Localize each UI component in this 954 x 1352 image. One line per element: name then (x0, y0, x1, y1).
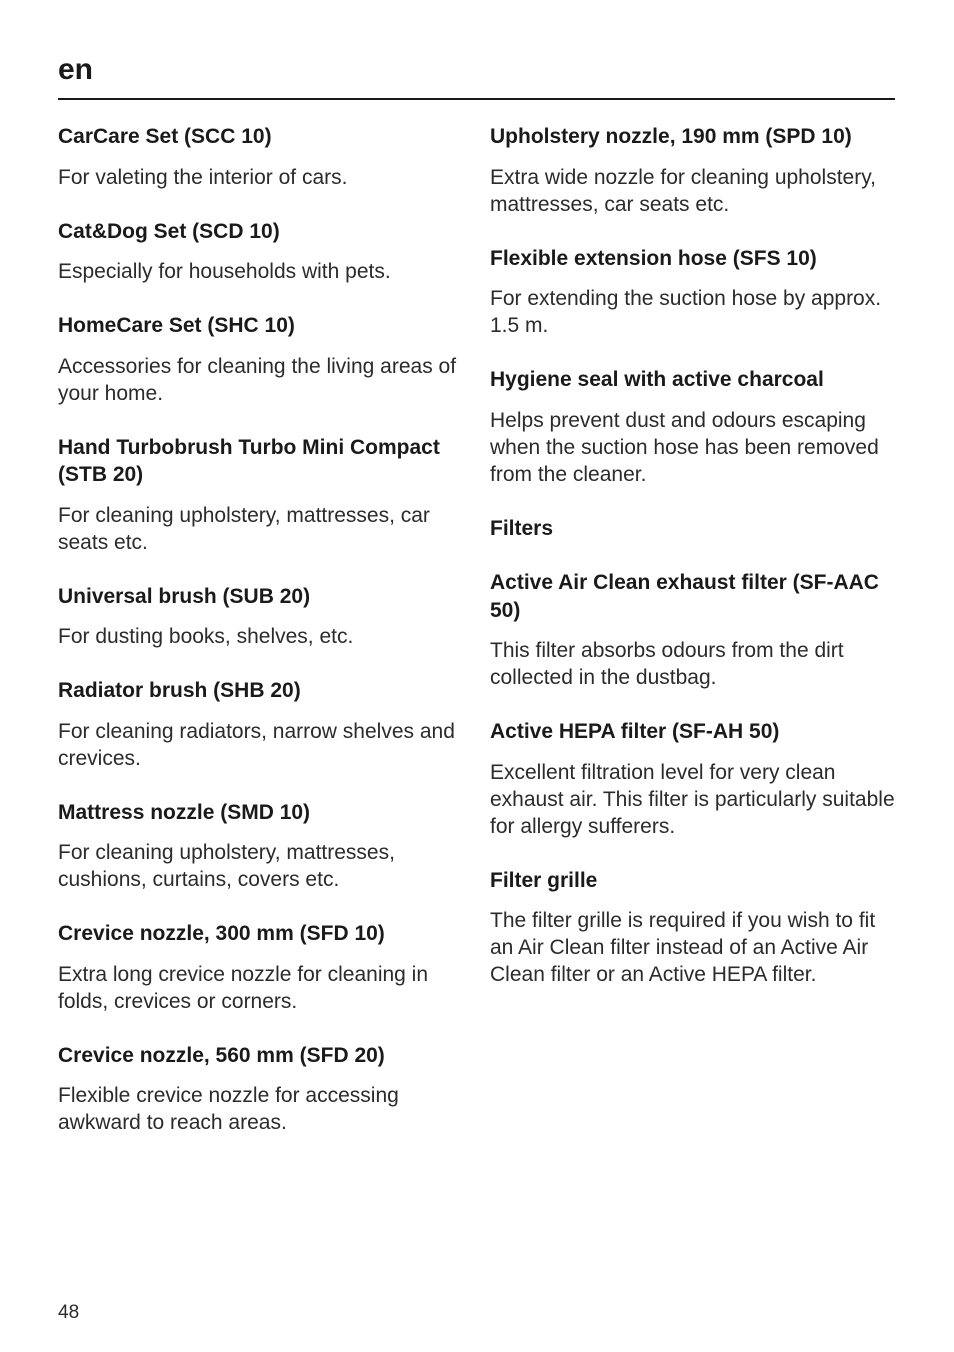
language-code: en (58, 53, 94, 86)
entry-title: Flexible extension hose (SFS 10) (490, 246, 817, 270)
entry-title: Universal brush (SUB 20) (58, 584, 311, 608)
entry-description: For cleaning upholstery, mattresses, cushions, curtains, covers etc. (58, 841, 395, 891)
entry-description: This filter absorbs odours from the dirt collected in the dustbag. (490, 639, 844, 689)
accessory-entry (58, 677, 468, 772)
entry-description: Especially for households with pets. (58, 260, 391, 283)
accessory-entry (490, 718, 900, 840)
entry-title: Crevice nozzle, 560 mm (SFD 20) (58, 1043, 385, 1067)
entry-description: For dusting books, shelves, etc. (58, 625, 354, 648)
right-column (490, 123, 900, 988)
entry-description: Extra wide nozzle for cleaning upholstery, mattresses, car seats etc. (490, 165, 876, 216)
accessory-entry (490, 245, 900, 340)
entry-description: Excellent filtration level for very clean exhaust air. This filter is particularly suitable for allergy sufferers. (490, 760, 895, 838)
entry-title: Hygiene seal with active charcoal (490, 368, 824, 391)
entry-title: Active Air Clean exhaust filter (SF-AAC 50) (490, 571, 879, 622)
entry-title: CarCare Set (SCC 10) (58, 125, 272, 148)
entry-title: Active HEPA filter (SF-AH 50) (490, 720, 780, 743)
entry-description: For cleaning upholstery, mattresses, car seats etc. (58, 503, 430, 554)
accessory-entry (58, 312, 468, 407)
accessory-entry (58, 583, 468, 651)
accessory-entry (58, 123, 468, 191)
entry-description: The filter grille is required if you wish to fit an Air Clean filter instead of an Active Air Clean filter or an Active HEPA filter. (490, 909, 876, 986)
accessory-entry (490, 366, 900, 488)
entry-title: Filter grille (490, 868, 598, 892)
entry-description: For cleaning radiators, narrow shelves and crevices. (58, 719, 455, 770)
header-rule (58, 98, 895, 100)
entry-title: Cat&Dog Set (SCD 10) (58, 219, 280, 243)
entry-title: Mattress nozzle (SMD 10) (58, 800, 311, 824)
entry-title: HomeCare Set (SHC 10) (58, 314, 295, 337)
accessory-entry (58, 434, 468, 556)
accessory-entry (490, 123, 900, 218)
entry-description: Accessories for cleaning the living areas of your home. (58, 354, 457, 405)
accessory-entry (58, 799, 468, 894)
entry-title: Crevice nozzle, 300 mm (SFD 10) (58, 922, 385, 945)
entry-description: For valeting the interior of cars. (58, 165, 348, 189)
entry-description: Extra long crevice nozzle for cleaning in folds, crevices or corners. (58, 962, 429, 1013)
page-number: 48 (58, 1302, 80, 1323)
entry-title: Hand Turbobrush Turbo Mini Compact (STB 20) (58, 435, 440, 486)
section-heading-filters (490, 515, 900, 543)
accessory-entry (490, 569, 900, 691)
entry-title: Upholstery nozzle, 190 mm (SPD 10) (490, 125, 852, 148)
accessory-entry (490, 867, 900, 989)
left-column (58, 123, 468, 1136)
accessory-entry (58, 1042, 468, 1137)
entry-description: For extending the suction hose by approx. 1.5 m. (490, 287, 882, 337)
entry-description: Helps prevent dust and odours escaping when the suction hose has been removed from the cleaner. (490, 408, 879, 486)
accessory-entry (58, 920, 468, 1015)
section-title: Filters (490, 516, 554, 540)
entry-title: Radiator brush (SHB 20) (58, 679, 301, 702)
accessory-entry (58, 218, 468, 286)
entry-description: Flexible crevice nozzle for accessing awkward to reach areas. (58, 1084, 399, 1134)
